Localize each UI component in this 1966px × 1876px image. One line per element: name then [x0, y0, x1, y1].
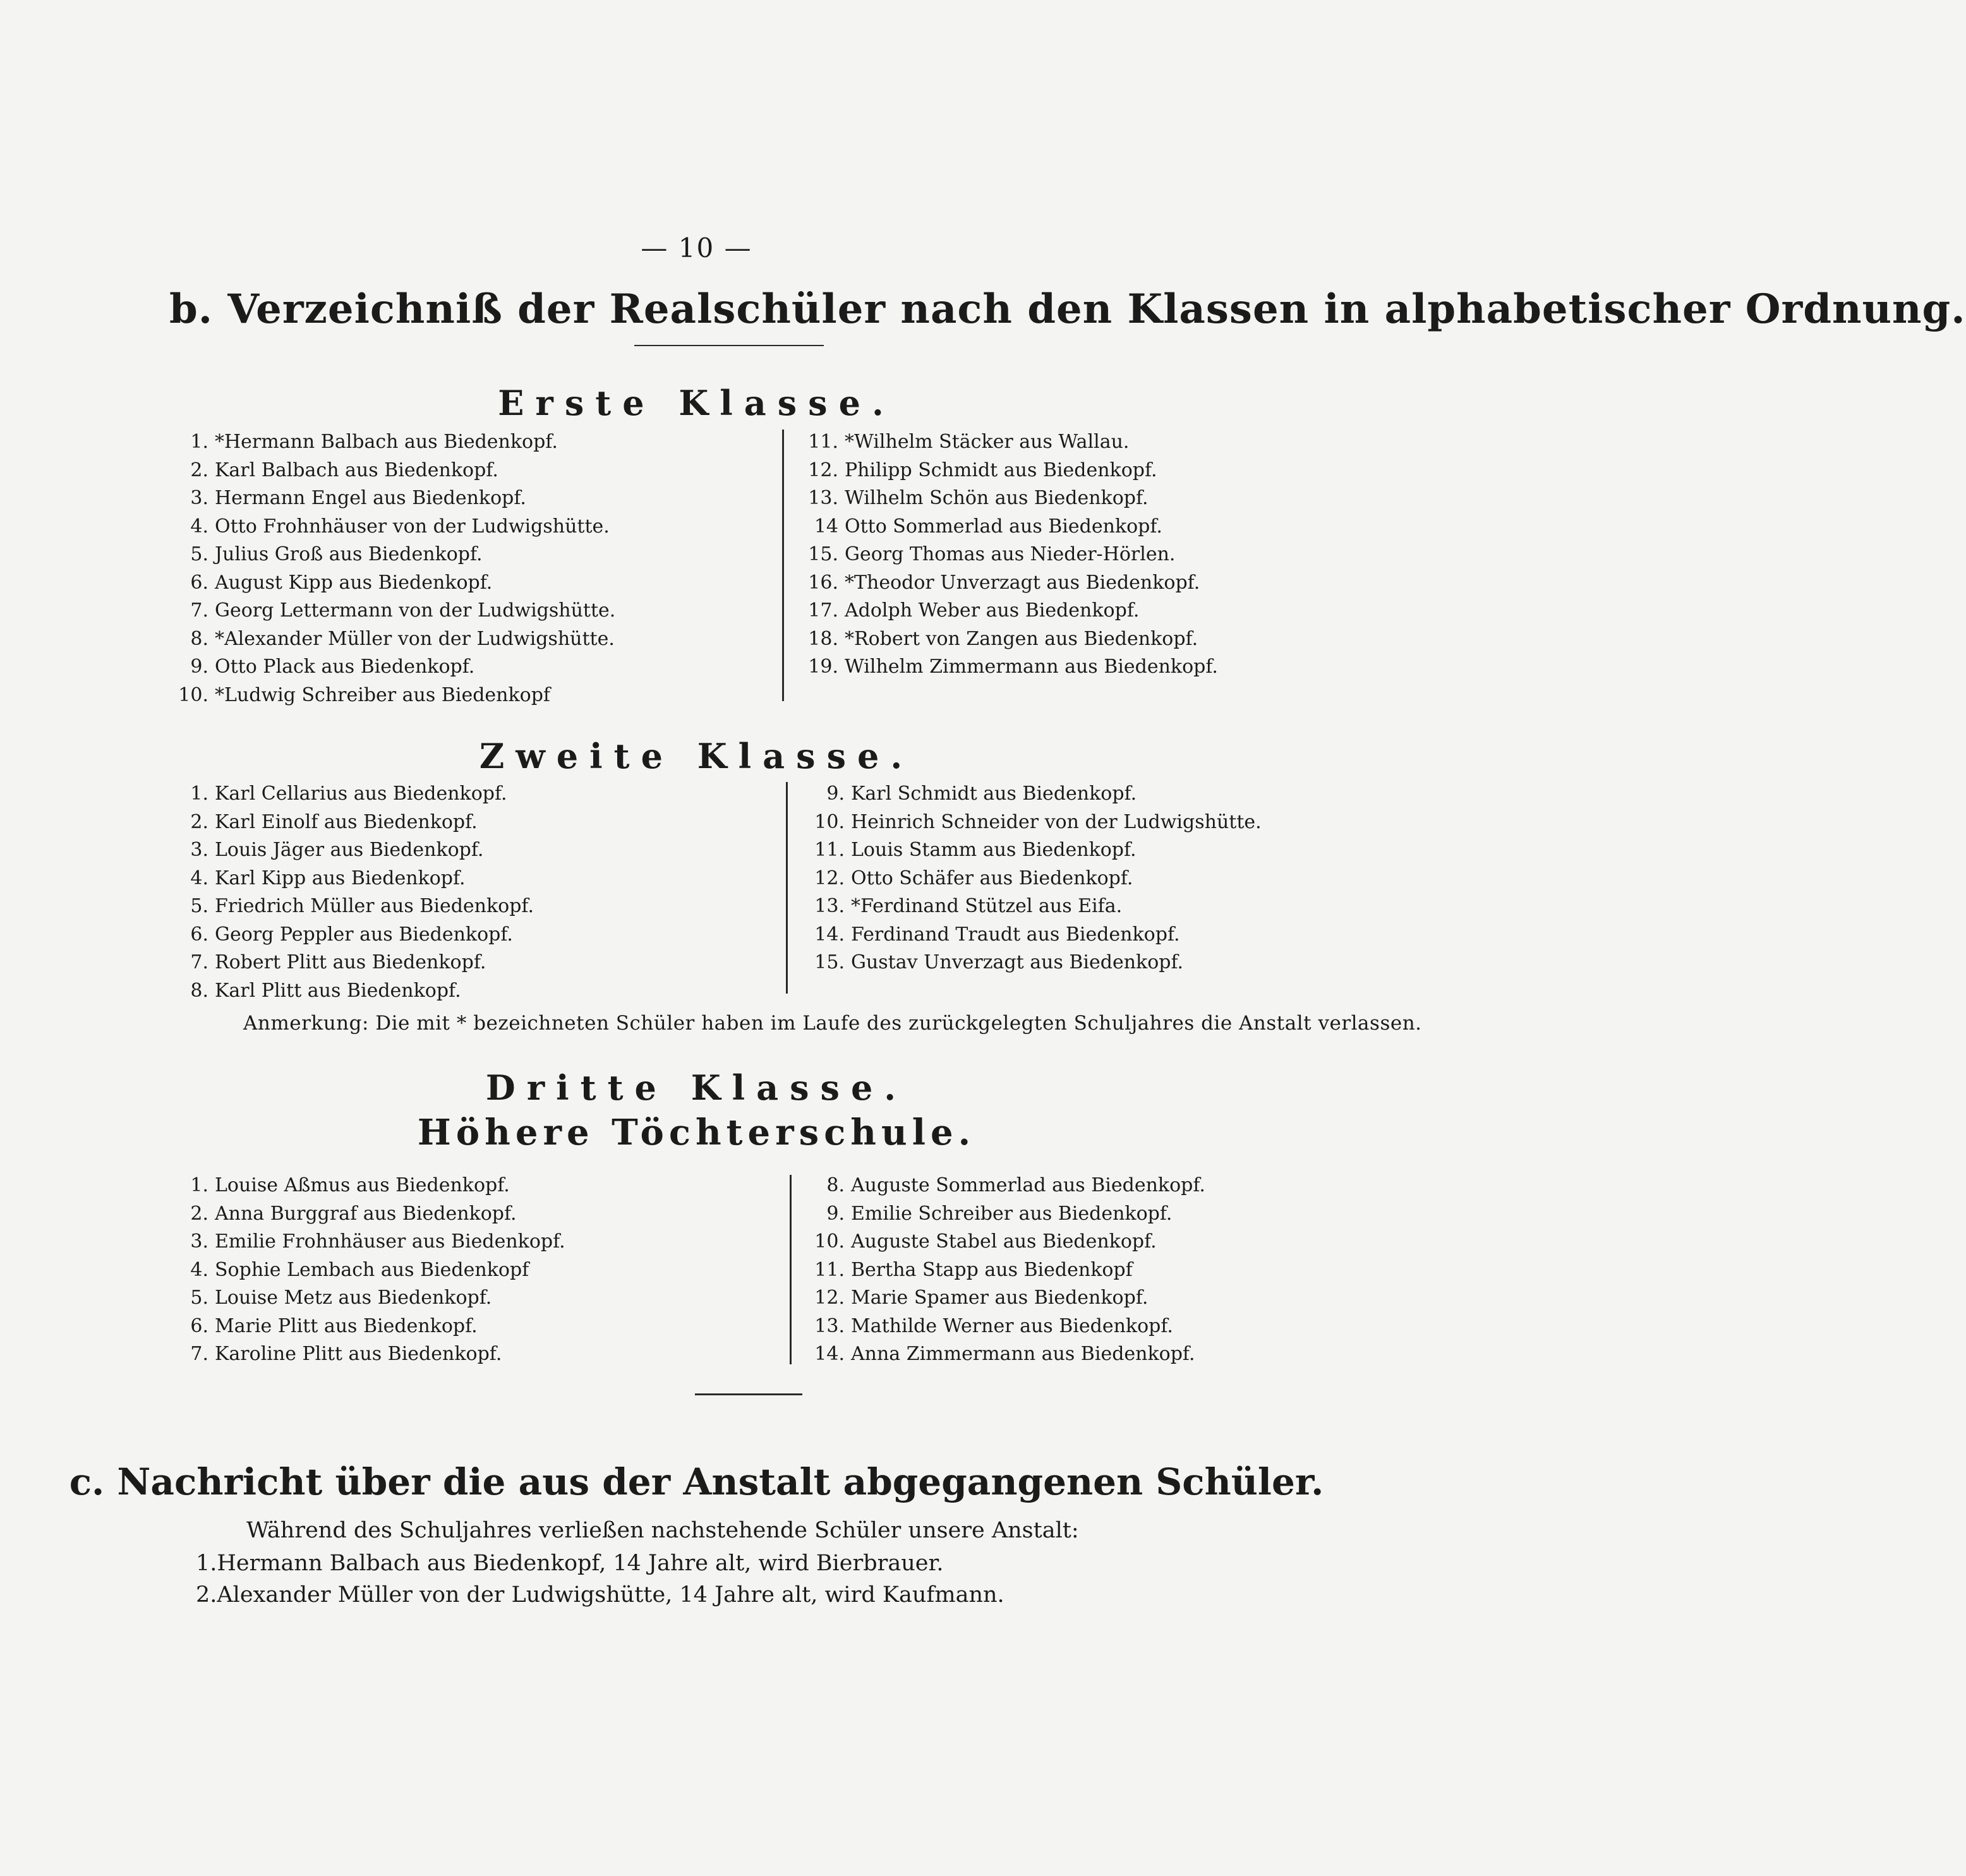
list-item: [169, 1256, 565, 1285]
item-text: Anna Zimmermann aus Biedenkopf.: [851, 1343, 1195, 1365]
item-number: 4.: [190, 515, 208, 538]
item-text: Karl Einolf aus Biedenkopf.: [215, 810, 478, 833]
item-text: *Ferdinand Stützel aus Eifa.: [851, 895, 1123, 917]
list-item: [169, 653, 615, 682]
list-item: [799, 484, 1218, 513]
item-number: 14.: [814, 923, 845, 946]
list-item: [169, 1313, 565, 1341]
item-number: 14.: [814, 1343, 845, 1365]
item-number: 2.: [196, 1582, 217, 1608]
item-number: 3.: [190, 487, 208, 509]
item-number: 7.: [190, 599, 208, 622]
item-number: 5.: [190, 1287, 208, 1309]
item-text: Louis Stamm aus Biedenkopf.: [851, 839, 1137, 861]
item-text: Robert Plitt aus Biedenkopf.: [215, 951, 486, 973]
item-text: Adolph Weber aus Biedenkopf.: [845, 599, 1140, 622]
list-item: [169, 1340, 565, 1369]
item-text: Auguste Sommerlad aus Biedenkopf.: [851, 1174, 1205, 1196]
item-text: Karl Kipp aus Biedenkopf.: [215, 867, 466, 889]
item-number: 14: [814, 515, 838, 538]
item-text: Anna Burggraf aus Biedenkopf.: [215, 1202, 517, 1225]
column-divider: [786, 782, 788, 994]
item-number: 10.: [814, 1230, 845, 1253]
item-number: 2.: [190, 810, 208, 833]
item-number: 2.: [190, 1202, 208, 1225]
item-number: 11.: [814, 839, 845, 861]
list-item: [799, 457, 1218, 485]
list-item: [169, 428, 615, 457]
list-item: [169, 1228, 565, 1256]
item-number: 11.: [814, 1258, 845, 1281]
item-text: Karoline Plitt aus Biedenkopf.: [215, 1343, 502, 1365]
item-text: Louise Metz aus Biedenkopf.: [215, 1287, 492, 1309]
list-item: [169, 809, 534, 837]
list-item: [805, 949, 1262, 977]
list-item: [169, 921, 534, 949]
item-text: Emilie Frohnhäuser aus Biedenkopf.: [215, 1230, 565, 1253]
item-number: 9.: [190, 656, 208, 678]
item-text: *Hermann Balbach aus Biedenkopf.: [215, 431, 558, 453]
item-text: Gustav Unverzagt aus Biedenkopf.: [851, 951, 1184, 973]
item-number: 7.: [190, 1343, 208, 1365]
list-item: [805, 921, 1262, 949]
item-text: Otto Frohnhäuser von der Ludwigshütte.: [215, 515, 610, 538]
list-item: [169, 457, 615, 485]
list-item: [805, 893, 1262, 921]
dritte-left-list: [169, 1172, 565, 1369]
list-item: [169, 484, 615, 513]
item-text: Karl Plitt aus Biedenkopf.: [215, 979, 461, 1002]
item-text: Auguste Stabel aus Biedenkopf.: [851, 1230, 1157, 1253]
item-text: Ferdinand Traudt aus Biedenkopf.: [851, 923, 1180, 946]
item-number: 5.: [190, 543, 208, 565]
dritte-klasse-title: Dritte Klasse.: [485, 1067, 908, 1108]
item-text: Julius Groß aus Biedenkopf.: [215, 543, 483, 565]
list-item: [169, 780, 534, 809]
item-number: 18.: [808, 627, 838, 650]
erste-left-list: [169, 428, 615, 709]
item-number: 6.: [190, 571, 208, 594]
heading-rule: [634, 345, 824, 346]
item-text: *Theodor Unverzagt aus Biedenkopf.: [845, 571, 1200, 594]
section-c-intro: Während des Schuljahres verließen nachstehende Schüler unsere Anstalt:: [246, 1518, 1079, 1543]
list-item: [169, 541, 615, 569]
list-item: [799, 428, 1218, 457]
item-number: 9.: [826, 783, 845, 805]
list-item: [196, 1548, 1004, 1579]
list-item: [169, 1200, 565, 1229]
item-number: 11.: [808, 431, 838, 453]
zweite-left-list: [169, 780, 534, 1005]
list-item: [805, 1200, 1205, 1229]
list-item: [169, 977, 534, 1006]
column-divider: [782, 430, 784, 701]
item-number: 16.: [808, 571, 838, 594]
list-item: [805, 809, 1262, 837]
item-text: Bertha Stapp aus Biedenkopf: [851, 1258, 1133, 1281]
item-text: Heinrich Schneider von der Ludwigshütte.: [851, 810, 1262, 833]
item-number: 4.: [190, 867, 208, 889]
item-text: Georg Peppler aus Biedenkopf.: [215, 923, 513, 946]
list-item: [799, 569, 1218, 598]
zweite-right-list: [805, 780, 1262, 977]
item-number: 4.: [190, 1258, 208, 1281]
list-item: [805, 780, 1262, 809]
item-text: *Ludwig Schreiber aus Biedenkopf: [215, 683, 551, 706]
item-text: Hermann Balbach aus Biedenkopf, 14 Jahre alt, wird Bierbrauer.: [217, 1551, 944, 1576]
item-text: Karl Cellarius aus Biedenkopf.: [215, 783, 507, 805]
list-item: [169, 1172, 565, 1200]
item-text: Wilhelm Schön aus Biedenkopf.: [845, 487, 1149, 509]
item-text: Louise Aßmus aus Biedenkopf.: [215, 1174, 510, 1196]
item-number: 10.: [178, 683, 208, 706]
dritte-right-list: [805, 1172, 1205, 1369]
list-item: [169, 865, 534, 893]
list-item: [799, 625, 1218, 654]
list-item: [805, 836, 1262, 865]
list-item: [805, 1313, 1205, 1341]
item-text: Georg Lettermann von der Ludwigshütte.: [215, 599, 616, 622]
item-text: *Alexander Müller von der Ludwigshütte.: [215, 627, 615, 650]
item-text: Friedrich Müller aus Biedenkopf.: [215, 895, 534, 917]
item-text: Hermann Engel aus Biedenkopf.: [215, 487, 526, 509]
item-number: 6.: [190, 1314, 208, 1337]
list-item: [799, 513, 1218, 541]
item-text: Marie Plitt aus Biedenkopf.: [215, 1314, 478, 1337]
list-item: [169, 513, 615, 541]
section-c-heading: c. Nachricht über die aus der Anstalt abgegangenen Schüler.: [69, 1460, 1324, 1503]
list-item: [169, 949, 534, 977]
list-item: [196, 1579, 1004, 1611]
item-number: 9.: [826, 1202, 845, 1225]
item-number: 8.: [190, 627, 208, 650]
list-item: [799, 597, 1218, 625]
list-item: [169, 1284, 565, 1313]
list-item: [169, 682, 615, 710]
item-text: Sophie Lembach aus Biedenkopf: [215, 1258, 529, 1281]
item-text: Otto Plack aus Biedenkopf.: [215, 656, 475, 678]
item-number: 5.: [190, 895, 208, 917]
item-text: Marie Spamer aus Biedenkopf.: [851, 1287, 1149, 1309]
list-item: [805, 1340, 1205, 1369]
item-number: 2.: [190, 459, 208, 481]
item-number: 1.: [190, 1174, 208, 1196]
list-item: [169, 625, 615, 654]
item-number: 6.: [190, 923, 208, 946]
item-number: 13.: [808, 487, 838, 509]
item-text: *Robert von Zangen aus Biedenkopf.: [845, 627, 1198, 650]
item-text: Mathilde Werner aus Biedenkopf.: [851, 1314, 1173, 1337]
list-item: [799, 541, 1218, 569]
item-number: 8.: [826, 1174, 845, 1196]
list-item: [805, 865, 1262, 893]
section-b-heading: b. Verzeichniß der Realschüler nach den Klassen in alphabetischer Ordnung.: [169, 286, 1966, 333]
list-item: [805, 1172, 1205, 1200]
item-text: Alexander Müller von der Ludwigshütte, 14 Jahre alt, wird Kaufmann.: [217, 1582, 1004, 1608]
item-text: Otto Sommerlad aus Biedenkopf.: [845, 515, 1162, 538]
item-number: 19.: [808, 656, 838, 678]
item-number: 17.: [808, 599, 838, 622]
item-text: Philipp Schmidt aus Biedenkopf.: [845, 459, 1157, 481]
list-item: [169, 893, 534, 921]
item-number: 15.: [814, 951, 845, 973]
annotation-note: Anmerkung: Die mit * bezeichneten Schüler haben im Laufe des zurückgelegten Schuljahres die Anstalt verlassen.: [243, 1012, 1422, 1035]
list-item: [805, 1256, 1205, 1285]
item-text: Georg Thomas aus Nieder-Hörlen.: [845, 543, 1176, 565]
item-number: 7.: [190, 951, 208, 973]
zweite-klasse-title: Zweite Klasse.: [479, 736, 914, 776]
item-text: Wilhelm Zimmermann aus Biedenkopf.: [845, 656, 1218, 678]
erste-right-list: [799, 428, 1218, 682]
item-text: *Wilhelm Stäcker aus Wallau.: [845, 431, 1130, 453]
section-rule: [695, 1393, 802, 1395]
item-number: 12.: [808, 459, 838, 481]
item-number: 12.: [814, 1287, 845, 1309]
item-text: August Kipp aus Biedenkopf.: [215, 571, 493, 594]
item-number: 1.: [190, 783, 208, 805]
item-number: 3.: [190, 1230, 208, 1253]
erste-klasse-title: Erste Klasse.: [498, 383, 895, 423]
list-item: [799, 653, 1218, 682]
item-number: 8.: [190, 979, 208, 1002]
item-text: Karl Schmidt aus Biedenkopf.: [851, 783, 1137, 805]
item-number: 13.: [814, 1314, 845, 1337]
item-text: Emilie Schreiber aus Biedenkopf.: [851, 1202, 1173, 1225]
item-number: 15.: [808, 543, 838, 565]
item-number: 1.: [196, 1551, 217, 1576]
departed-students-list: [196, 1548, 1004, 1611]
column-divider: [790, 1175, 792, 1364]
item-number: 12.: [814, 867, 845, 889]
hoehere-toechterschule-title: Höhere Töchterschule.: [417, 1112, 976, 1153]
page-number: — 10 —: [641, 232, 752, 263]
list-item: [805, 1284, 1205, 1313]
item-number: 3.: [190, 839, 208, 861]
list-item: [169, 597, 615, 625]
item-text: Louis Jäger aus Biedenkopf.: [215, 839, 484, 861]
list-item: [169, 569, 615, 598]
item-number: 13.: [814, 895, 845, 917]
item-number: 1.: [190, 431, 208, 453]
list-item: [169, 836, 534, 865]
item-text: Otto Schäfer aus Biedenkopf.: [851, 867, 1133, 889]
item-text: Karl Balbach aus Biedenkopf.: [215, 459, 498, 481]
list-item: [805, 1228, 1205, 1256]
item-number: 10.: [814, 810, 845, 833]
